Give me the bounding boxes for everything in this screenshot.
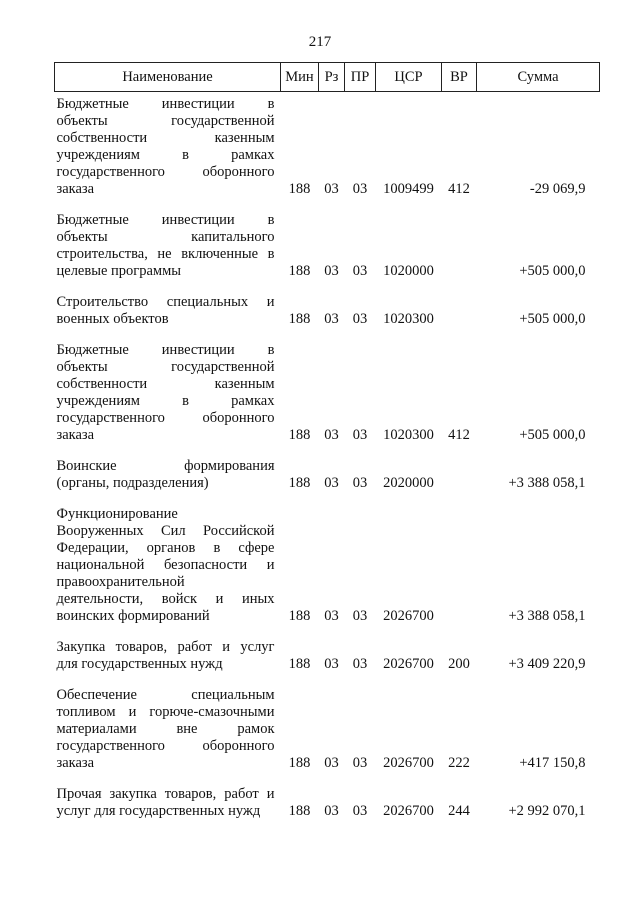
- cell-vr: [442, 212, 477, 280]
- name-line: объекты капитального: [56, 229, 275, 245]
- name-line: Воинские формирования: [56, 458, 275, 474]
- name-line: заказа: [56, 755, 95, 771]
- name-line: топливом и горюче-смазочными: [56, 704, 275, 720]
- row-spacer: [55, 673, 600, 687]
- cell-csr: 1009499: [383, 181, 434, 197]
- cell-min: 188: [288, 311, 311, 327]
- name-line: государственного оборонного: [56, 410, 275, 426]
- table-row: [55, 92, 600, 199]
- cell-name: [55, 294, 281, 328]
- cell-pr: 03: [352, 475, 368, 491]
- name-line: целевые программы: [56, 263, 182, 279]
- table-header: [55, 63, 600, 92]
- cell-csr: 2020000: [383, 475, 434, 491]
- name-line: Прочая закупка товаров, работ и: [56, 786, 275, 802]
- name-line: заказа: [56, 181, 95, 197]
- header-csr: ЦСР: [376, 63, 442, 92]
- cell-min: 188: [288, 263, 311, 279]
- cell-name: [55, 92, 281, 199]
- table-row: [55, 687, 600, 772]
- cell-rz: 03: [324, 311, 339, 327]
- cell-vr: [442, 458, 477, 492]
- cell-name: [55, 458, 281, 492]
- header-rz: Рз: [319, 63, 345, 92]
- name-line: Вооруженных Сил Российской: [56, 523, 275, 539]
- table-row: [55, 506, 600, 625]
- cell-name: [55, 687, 281, 772]
- cell-sum: +505 000,0: [519, 311, 586, 327]
- name-line: правоохранительной: [56, 574, 185, 590]
- cell-sum: +2 992 070,1: [508, 803, 586, 819]
- cell-csr: 2026700: [383, 656, 434, 672]
- cell-min: 188: [288, 427, 311, 443]
- cell-vr: 244: [448, 803, 470, 819]
- name-line: строительства, не включенные в: [56, 246, 275, 262]
- cell-min: 188: [288, 475, 311, 491]
- header-pr: ПР: [345, 63, 376, 92]
- name-line: Строительство специальных и: [56, 294, 275, 310]
- cell-pr: 03: [352, 181, 368, 197]
- cell-csr: 2026700: [383, 755, 434, 771]
- header-name: Наименование: [55, 63, 281, 92]
- name-line: объекты государственной: [56, 113, 275, 129]
- name-line: Обеспечение специальным: [56, 687, 275, 703]
- cell-pr: 03: [352, 656, 368, 672]
- row-spacer: [55, 492, 600, 506]
- name-line: собственности казенным: [56, 130, 275, 146]
- cell-sum: +3 409 220,9: [508, 656, 586, 672]
- name-line: для государственных нужд: [56, 656, 223, 672]
- table-row: [55, 458, 600, 492]
- cell-pr: 03: [352, 755, 368, 771]
- cell-min: 188: [288, 803, 311, 819]
- header-vr: ВР: [442, 63, 477, 92]
- row-spacer: [55, 198, 600, 212]
- name-line: объекты государственной: [56, 359, 275, 375]
- name-line: Бюджетные инвестиции в: [56, 96, 275, 112]
- cell-name: [55, 342, 281, 444]
- cell-pr: 03: [352, 427, 368, 443]
- cell-csr: 2026700: [383, 803, 434, 819]
- name-line: Бюджетные инвестиции в: [56, 342, 275, 358]
- cell-name: [55, 506, 281, 625]
- cell-pr: 03: [352, 608, 368, 624]
- cell-pr: 03: [352, 311, 368, 327]
- name-line: военных объектов: [56, 311, 169, 327]
- cell-rz: 03: [324, 803, 339, 819]
- name-line: воинских формирований: [56, 608, 210, 624]
- cell-rz: 03: [324, 656, 339, 672]
- name-line: заказа: [56, 427, 95, 443]
- cell-csr: 1020300: [383, 311, 434, 327]
- cell-sum: -29 069,9: [529, 181, 586, 197]
- row-spacer: [55, 772, 600, 786]
- cell-vr: 222: [448, 755, 470, 771]
- table-row: [55, 639, 600, 673]
- table-row: [55, 212, 600, 280]
- name-line: материалами вне рамок: [56, 721, 275, 737]
- name-line: государственного оборонного: [56, 738, 275, 754]
- name-line: Федерации, органов в сфере: [56, 540, 275, 556]
- name-line: собственности казенным: [56, 376, 275, 392]
- cell-rz: 03: [324, 263, 339, 279]
- row-spacer: [55, 444, 600, 458]
- cell-vr: 412: [448, 181, 470, 197]
- row-spacer: [55, 280, 600, 294]
- cell-vr: [442, 506, 477, 625]
- cell-rz: 03: [324, 608, 339, 624]
- cell-name: [55, 639, 281, 673]
- cell-min: 188: [288, 181, 311, 197]
- name-line: деятельности, войск и иных: [56, 591, 275, 607]
- cell-sum: +3 388 058,1: [508, 608, 586, 624]
- name-line: услуг для государственных нужд: [56, 803, 261, 819]
- cell-sum: +3 388 058,1: [508, 475, 586, 491]
- cell-vr: 412: [448, 427, 470, 443]
- cell-sum: +505 000,0: [519, 427, 586, 443]
- cell-sum: +417 150,8: [519, 755, 586, 771]
- row-spacer: [55, 625, 600, 639]
- cell-csr: 1020300: [383, 427, 434, 443]
- table-body: [55, 92, 600, 821]
- cell-csr: 1020000: [383, 263, 434, 279]
- header-sum: Сумма: [477, 63, 600, 92]
- table-row: [55, 342, 600, 444]
- cell-rz: 03: [324, 181, 339, 197]
- cell-rz: 03: [324, 475, 339, 491]
- name-line: Бюджетные инвестиции в: [56, 212, 275, 228]
- name-line: (органы, подразделения): [56, 475, 209, 491]
- name-line: Функционирование: [56, 506, 178, 522]
- cell-pr: 03: [352, 803, 368, 819]
- page-number: 217: [308, 34, 332, 50]
- cell-min: 188: [288, 608, 311, 624]
- name-line: учреждениям в рамках: [56, 147, 275, 163]
- budget-table: [54, 62, 600, 820]
- name-line: учреждениям в рамках: [56, 393, 275, 409]
- table-row: [55, 294, 600, 328]
- cell-rz: 03: [324, 755, 339, 771]
- cell-vr: 200: [448, 656, 470, 672]
- header-min: Мин: [281, 63, 319, 92]
- cell-vr: [442, 294, 477, 328]
- cell-name: [55, 786, 281, 820]
- cell-min: 188: [288, 755, 311, 771]
- name-line: Закупка товаров, работ и услуг: [56, 639, 275, 655]
- name-line: государственного оборонного: [56, 164, 275, 180]
- cell-min: 188: [288, 656, 311, 672]
- cell-sum: +505 000,0: [519, 263, 586, 279]
- row-spacer: [55, 328, 600, 342]
- cell-rz: 03: [324, 427, 339, 443]
- cell-csr: 2026700: [383, 608, 434, 624]
- table-row: [55, 786, 600, 820]
- name-line: национальной безопасности и: [56, 557, 275, 573]
- cell-pr: 03: [352, 263, 368, 279]
- cell-name: [55, 212, 281, 280]
